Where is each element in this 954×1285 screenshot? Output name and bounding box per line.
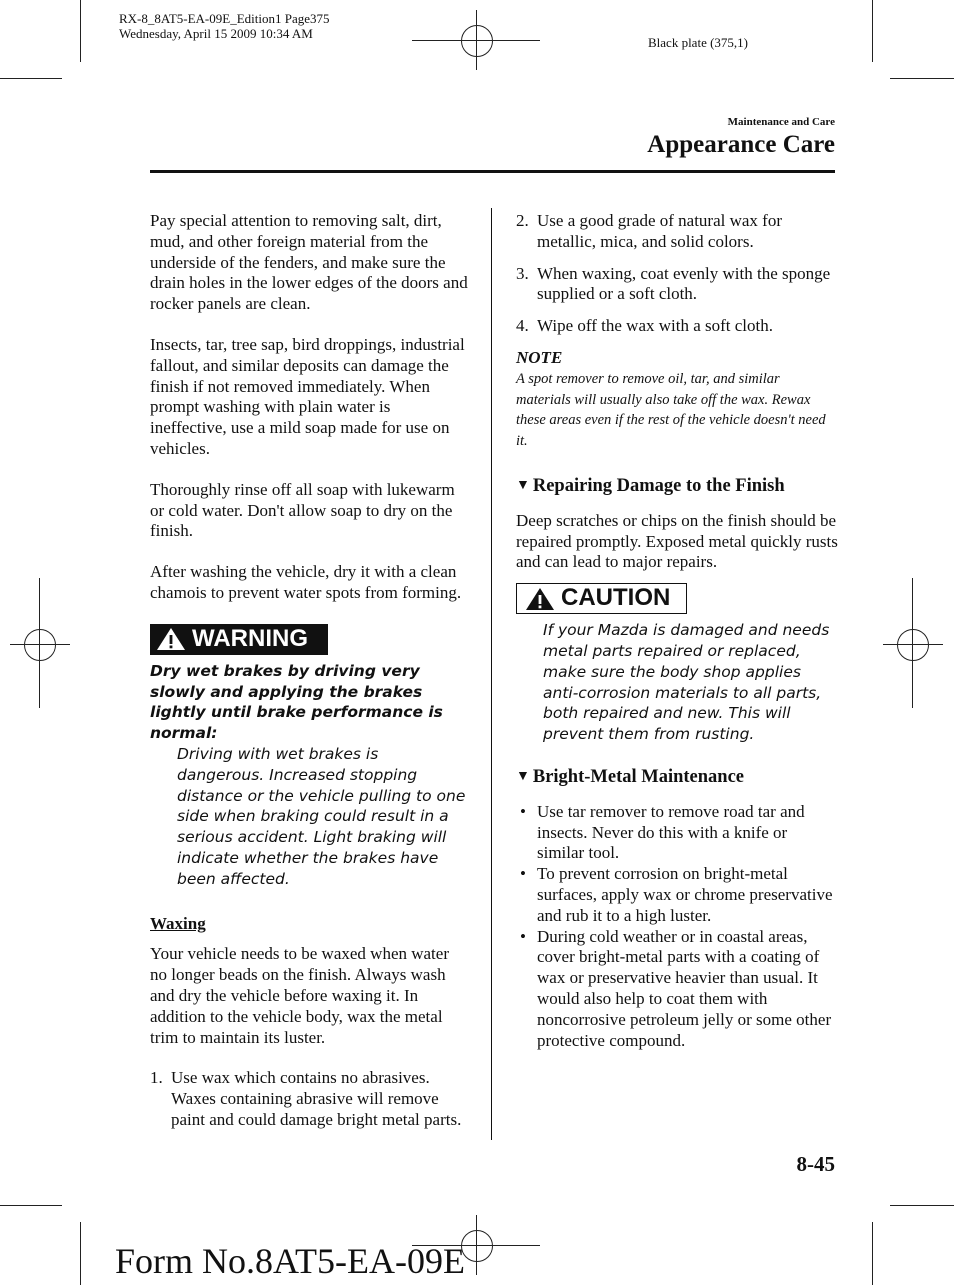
left-column [150, 211, 470, 1142]
paragraph-rinse: Thoroughly rinse off all soap with lukewarm or cold water. Don't allow soap to dry on the finish. [150, 479, 455, 541]
print-file-line: RX-8_8AT5-EA-09E_Edition1 Page375 [119, 11, 330, 26]
column-divider [491, 208, 492, 1140]
bullet-text: To prevent corrosion on bright-metal surfaces, apply wax or chrome preservative and rub it to a high luster. [537, 864, 833, 925]
list-item [516, 927, 838, 1052]
repair-heading [516, 476, 838, 497]
waxing-heading: Waxing [150, 913, 206, 933]
caution-text: If your Mazda is damaged and needs metal parts repaired or replaced, make sure the body shop applies anti-corrosion materials to all parts, both repaired and new. This will prevent them from rusting. [543, 621, 830, 744]
form-number: Form No.8AT5-EA-09E [115, 1241, 465, 1281]
repair-paragraph: Deep scratches or chips on the finish should be repaired promptly. Exposed metal quickly rusts and can lead to major repairs. [516, 510, 838, 572]
bullet-icon: • [520, 864, 526, 884]
paragraph-dry: After washing the vehicle, dry it with a clean chamois to prevent water spots from forming. [150, 562, 462, 602]
wax-step-1 [150, 1068, 470, 1130]
wax-step-4 [516, 316, 838, 337]
section-category: Maintenance and Care [727, 116, 835, 128]
wax-step-3 [516, 264, 838, 306]
step-number: 4. [516, 316, 529, 336]
step-text: Use wax which contains no abrasives. Waxes containing abrasive will remove paint and could damage bright metal parts. [171, 1068, 462, 1129]
note-heading: NOTE [516, 347, 563, 367]
step-text: When waxing, coat evenly with the sponge supplied or a soft cloth. [537, 263, 831, 304]
print-file-info [119, 11, 330, 41]
bright-metal-heading-text: Bright-Metal Maintenance [532, 766, 745, 787]
list-item [516, 864, 838, 926]
bright-metal-heading [516, 767, 838, 788]
paragraph-deposits: Insects, tar, tree sap, bird droppings, industrial fallout, and similar deposits can damage the finish if not removed immediately. When prompt washing with plain water is ineffective, use a mild soap made for use on vehicles. [150, 334, 465, 458]
step-text: Wipe off the wax with a soft cloth. [537, 316, 773, 336]
note-text: A spot remover to remove oil, tar, and similar materials will usually also take off the wax. Rewax these areas even if the rest of the vehicle doesn't need it. [516, 370, 826, 450]
warning-lead: Dry wet brakes by driving very slowly and applying the brakes lightly until brake performance is normal: [150, 661, 443, 743]
waxing-paragraph: Your vehicle needs to be waxed when water no longer beads on the finish. Always wash and dry the vehicle before waxing it. In addition to the vehicle body, wax the metal trim to maintain its luster. [150, 944, 449, 1047]
list-item [516, 802, 838, 864]
wax-step-2 [516, 211, 838, 253]
bullet-text: During cold weather or in coastal areas, cover bright-metal parts with a coating of wax or preservative heavier than usual. It would also help to coat them with noncorrosive petroleum jelly or some other protective compound. [537, 926, 832, 1050]
right-column [516, 211, 838, 1051]
step-number: 3. [516, 263, 529, 283]
step-text: Use a good grade of natural wax for metallic, mica, and solid colors. [537, 211, 782, 251]
bullet-icon: • [520, 926, 526, 946]
step-number: 2. [516, 211, 529, 230]
warning-icon [156, 627, 186, 651]
warning-body: Driving with wet brakes is dangerous. Increased stopping distance or the vehicle pulling to one side when braking could result in a serious accident. Light braking will indicate whether the brakes have been affected. [177, 744, 466, 888]
paragraph-underside: Pay special attention to removing salt, dirt, mud, and other foreign material from the underside of the fenders, and make sure the drain holes in the lower edges of the doors and rocker panels are clean. [150, 211, 468, 314]
warning-label-box [150, 624, 328, 655]
section-marker-icon: ▼ [516, 768, 530, 784]
caution-icon [525, 587, 555, 611]
caution-label-box [516, 583, 687, 614]
step-number: 1. [150, 1068, 163, 1088]
caution-label: CAUTION [561, 584, 671, 612]
print-date-line: Wednesday, April 15 2009 10:34 AM [119, 26, 313, 41]
plate-label: Black plate (375,1) [648, 35, 748, 50]
page-number: 8-45 [796, 1152, 835, 1176]
page-title: Appearance Care [647, 131, 835, 158]
section-marker-icon: ▼ [516, 477, 530, 493]
warning-label: WARNING [192, 624, 308, 652]
header-rule [150, 170, 835, 173]
bullet-text: Use tar remover to remove road tar and insects. Never do this with a knife or similar tool. [537, 801, 805, 863]
bullet-icon: • [520, 801, 526, 821]
repair-heading-text: Repairing Damage to the Finish [532, 475, 785, 496]
